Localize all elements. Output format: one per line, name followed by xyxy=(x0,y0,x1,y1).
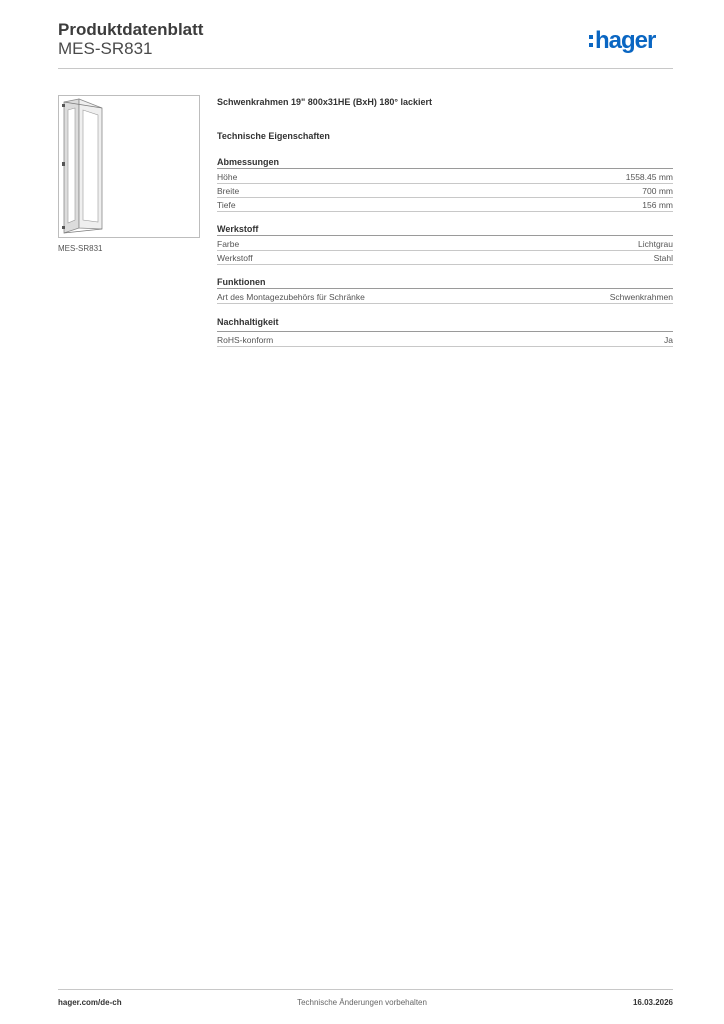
property-value: Schwenkrahmen xyxy=(609,292,673,302)
product-image xyxy=(58,95,200,238)
header-divider xyxy=(58,68,673,69)
group-divider xyxy=(217,235,673,236)
property-row xyxy=(217,198,673,212)
group-divider xyxy=(217,288,673,289)
footer-divider xyxy=(58,989,673,990)
property-row xyxy=(217,184,673,198)
group-divider xyxy=(217,331,673,332)
property-label: Breite xyxy=(217,186,240,196)
property-label: RoHS-konform xyxy=(217,335,274,345)
property-row xyxy=(217,251,673,265)
product-code: MES-SR831 xyxy=(58,39,153,58)
property-label: Tiefe xyxy=(217,200,236,210)
property-value: Lichtgrau xyxy=(638,239,673,249)
hager-logo xyxy=(589,26,655,56)
image-caption: MES-SR831 xyxy=(58,244,103,253)
property-row xyxy=(217,237,673,251)
property-value: 700 mm xyxy=(642,186,673,196)
group-divider xyxy=(217,168,673,169)
properties-heading: Technische Eigenschaften xyxy=(217,131,330,141)
property-value: 156 mm xyxy=(642,200,673,210)
property-row xyxy=(217,333,673,347)
logo-dots-icon xyxy=(589,35,593,47)
property-label: Werkstoff xyxy=(217,253,253,263)
property-row xyxy=(217,170,673,184)
product-name: Schwenkrahmen 19" 800x31HE (BxH) 180° lackiert xyxy=(217,97,432,107)
property-value: 1558.45 mm xyxy=(625,172,673,182)
group-title-nachhaltigkeit: Nachhaltigkeit xyxy=(217,317,279,327)
footer-disclaimer: Technische Änderungen vorbehalten xyxy=(297,998,427,1007)
group-title-werkstoff: Werkstoff xyxy=(217,224,259,234)
property-label: Art des Montagezubehörs für Schränke xyxy=(217,292,365,302)
property-value: Stahl xyxy=(653,253,673,263)
footer-date: 16.03.2026 xyxy=(632,998,673,1007)
page-title: Produktdatenblatt xyxy=(58,20,204,39)
group-title-abmessungen: Abmessungen xyxy=(217,157,280,167)
logo-text: hager xyxy=(595,27,656,54)
property-row xyxy=(217,290,673,304)
footer-website-link[interactable]: hager.com/de-ch xyxy=(58,998,122,1007)
property-value: Ja xyxy=(664,335,673,345)
property-label: Höhe xyxy=(217,172,238,182)
swing-frame-illustration-icon xyxy=(59,96,199,237)
group-title-funktionen: Funktionen xyxy=(217,277,266,287)
property-label: Farbe xyxy=(217,239,240,249)
